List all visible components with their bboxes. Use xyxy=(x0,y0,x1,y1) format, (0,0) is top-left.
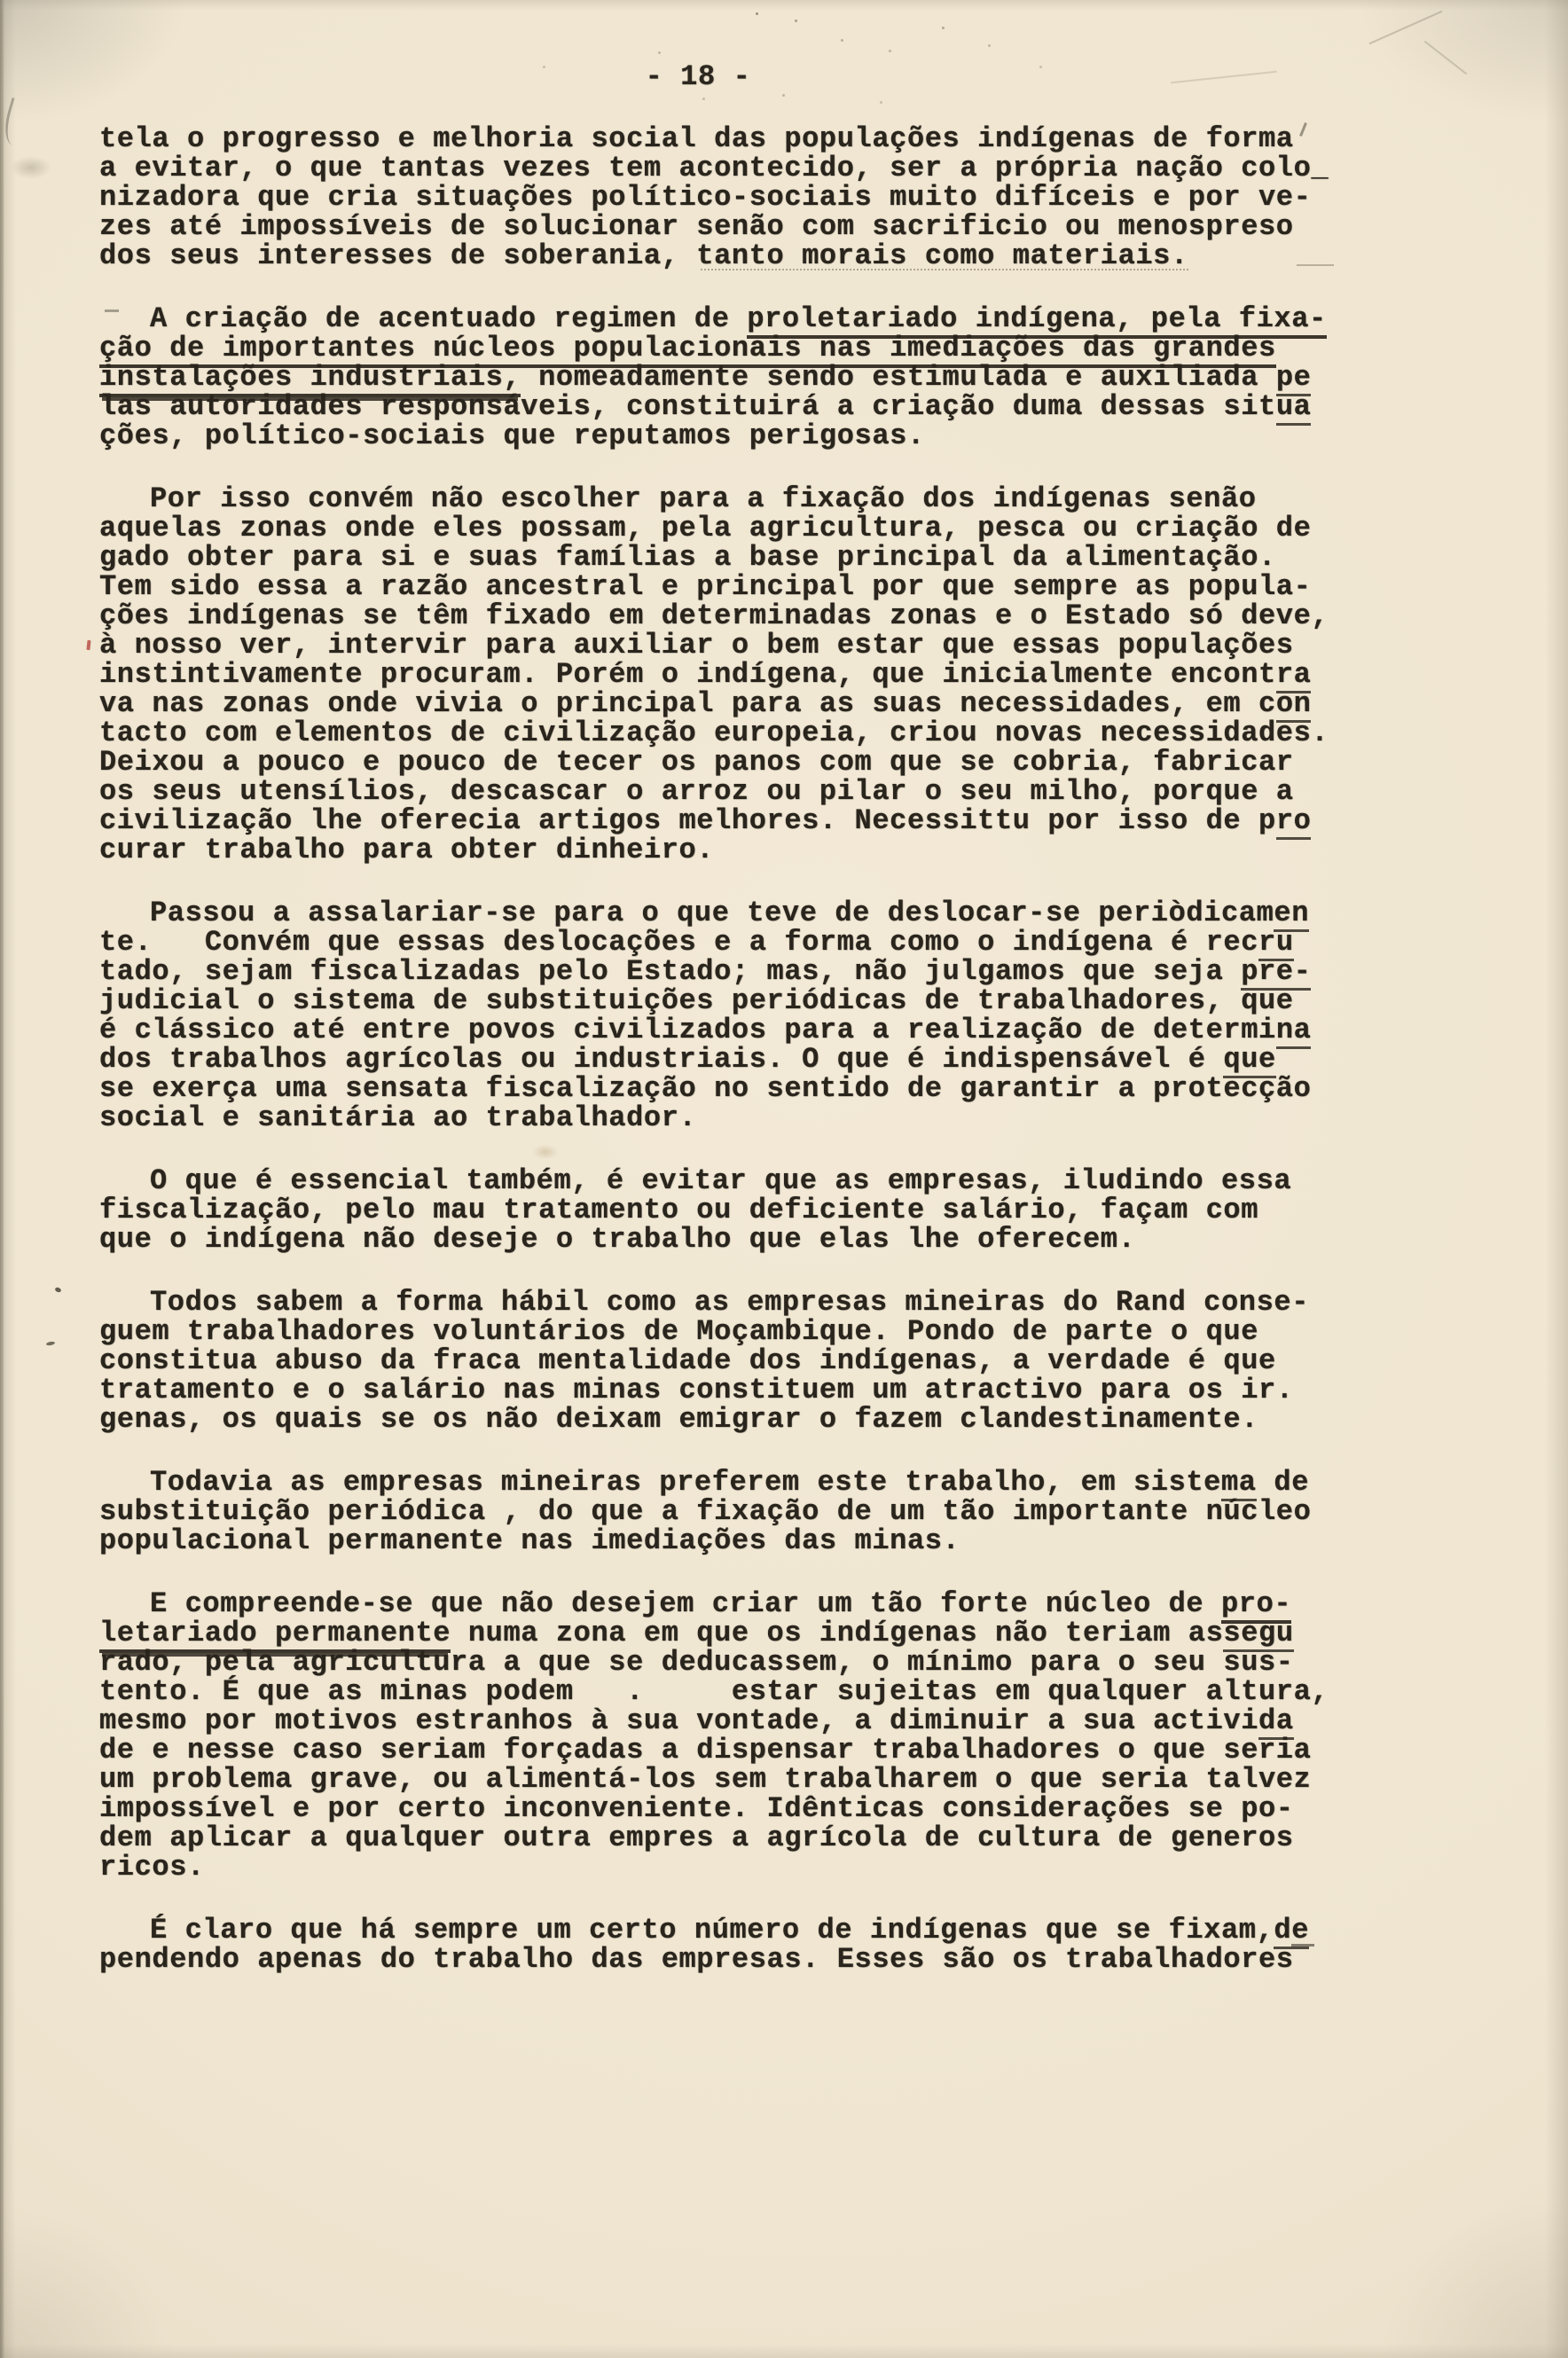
text-line xyxy=(99,1166,1430,1195)
text-line xyxy=(99,1526,1430,1555)
underlined-text: en xyxy=(1274,897,1309,932)
paragraph xyxy=(99,1468,1430,1555)
text-segment: rado, pela agricultura a que se deducassem, o mínimo para o seu sus- xyxy=(99,1646,1294,1679)
underlined-text: pe xyxy=(1276,361,1312,396)
text-line xyxy=(99,631,1430,660)
ink-speck xyxy=(46,1341,56,1346)
scan-edge xyxy=(0,0,4,2358)
text-segment: aquelas zonas onde eles possam, pela agricultura, pesca ou criação de xyxy=(99,512,1312,544)
text-line xyxy=(99,1015,1430,1045)
text-line xyxy=(99,1765,1430,1794)
text-line xyxy=(99,484,1430,513)
paragraph xyxy=(99,304,1430,450)
text-line xyxy=(99,1589,1430,1618)
text-segment: genas, os quais se os não deixam emigrar o fazem clandestinamente. xyxy=(99,1403,1259,1436)
text-segment: A criação de acentuado regimen de xyxy=(150,302,748,335)
underlined-text: ua xyxy=(1276,390,1312,426)
text-segment: Tem sido essa a razão ancestral e principal por que sempre as popula- xyxy=(99,570,1312,603)
text-line xyxy=(99,1405,1430,1434)
text-line xyxy=(99,1677,1430,1706)
paragraph xyxy=(99,484,1430,865)
underlined-text: pre- xyxy=(1241,955,1311,991)
text-segment: se exerça uma sensata fiscalização no sentido de garantir a protecção xyxy=(99,1072,1312,1105)
paragraph xyxy=(99,898,1430,1132)
text-segment: um problema grave, ou alimentá-los sem trabalharem o que seria talvez xyxy=(99,1763,1312,1796)
text-segment: de xyxy=(1256,1466,1310,1499)
text-segment: Todos sabem a forma hábil como as empresas mineiras do Rand conse- xyxy=(150,1286,1310,1319)
text-segment: é clássico até entre povos civilizados para a realização de determi xyxy=(99,1014,1276,1046)
underlined-text: ma xyxy=(1221,1466,1257,1501)
underlined-text: na xyxy=(1276,1014,1312,1049)
text-segment: curar trabalho para obter dinheiro. xyxy=(99,834,715,866)
text-segment: nizadora que cria situações político-sociais muito difíceis e por ve- xyxy=(99,181,1312,214)
text-line xyxy=(99,1288,1430,1317)
text-line xyxy=(99,543,1430,572)
text-segment: Passou a assalariar-se para o que teve de deslocar-se periòdicam xyxy=(150,897,1274,929)
text-line xyxy=(99,333,1430,363)
text-line xyxy=(99,1794,1430,1823)
text-line xyxy=(99,1468,1430,1497)
underlined-text: letariado permanente xyxy=(99,1617,451,1653)
text-segment: judicial o sistema de substituições periódicas de trabalhadores, que xyxy=(99,984,1294,1017)
text-segment: ções indígenas se têm fixado em determinadas zonas e o Estado só deve, xyxy=(99,599,1329,632)
text-segment: constitua abuso da fraca mentalidade dos indígenas, a verdade é que xyxy=(99,1344,1276,1377)
text-line xyxy=(99,124,1430,153)
paragraph xyxy=(99,1288,1430,1434)
text-segment: Deixou a pouco e pouco de tecer os panos com que se cobria, fabricar xyxy=(99,746,1294,779)
text-line xyxy=(99,1945,1430,1974)
text-line xyxy=(99,898,1430,928)
text-segment: à nosso ver, intervir para auxiliar o bem estar que essas populações xyxy=(99,629,1294,662)
text-segment: tela o progresso e melhoria social das populações indígenas de forma xyxy=(99,122,1294,155)
text-line xyxy=(99,572,1430,601)
text-segment: te. Convém que essas deslocações e a forma como o indígena é rec xyxy=(99,926,1259,959)
ink-specks xyxy=(756,12,758,15)
text-line xyxy=(99,718,1430,748)
underlined-text: proletariado indígena, pela fixa- xyxy=(747,302,1327,339)
underlined-text: ru xyxy=(1258,926,1294,961)
text-line xyxy=(99,957,1430,986)
text-line xyxy=(99,1853,1430,1882)
paragraph xyxy=(99,1915,1430,1974)
text-line xyxy=(99,153,1430,183)
text-line xyxy=(99,660,1430,689)
text-line xyxy=(99,1823,1430,1853)
text-segment: Por isso convém não escolher para a fixação dos indígenas senão xyxy=(150,482,1257,515)
text-line xyxy=(99,1915,1430,1945)
underlined-text: pro- xyxy=(1221,1587,1291,1624)
underlined-text: instalações industriais, xyxy=(99,361,521,397)
text-line xyxy=(99,183,1430,212)
text-line xyxy=(99,601,1430,631)
text-segment: tacto com elementos de civilização europeia, criou novas necessidades. xyxy=(99,717,1329,749)
page-number: - 18 - xyxy=(645,60,751,93)
text-segment: va nas zonas onde vivia o principal para as suas necessidades, em c xyxy=(99,687,1276,720)
paragraph xyxy=(99,1166,1430,1254)
text-segment: pendendo apenas do trabalho das empresas. Esses são os trabalhadores xyxy=(99,1943,1294,1976)
text-line xyxy=(99,1618,1430,1648)
text-line xyxy=(99,928,1430,957)
text-segment: impossível e por certo inconveniente. Idênticas considerações se po- xyxy=(99,1792,1294,1825)
text-line xyxy=(99,304,1430,333)
text-segment: gado obter para si e suas famílias a base principal da alimentação. xyxy=(99,541,1276,574)
text-line xyxy=(99,1074,1430,1103)
text-line xyxy=(99,1735,1430,1765)
pencil-mark xyxy=(1424,41,1468,75)
text-line xyxy=(99,1045,1430,1074)
text-line xyxy=(99,421,1430,450)
text-line xyxy=(99,689,1430,718)
text-line xyxy=(99,212,1430,241)
text-segment: que o indígena não deseje o trabalho que elas lhe oferecem. xyxy=(99,1223,1136,1256)
text-segment: social e sanitária ao trabalhador. xyxy=(99,1101,697,1134)
smudge-mark xyxy=(11,156,51,179)
text-segment: a evitar, o que tantas vezes tem acontecido, ser a própria nação colo_ xyxy=(99,152,1329,184)
text-line xyxy=(99,513,1430,543)
text-line xyxy=(99,777,1430,806)
text-line xyxy=(99,1706,1430,1735)
text-segment: zes até impossíveis de solucionar senão com sacrificio ou menospreso xyxy=(99,210,1294,243)
text-segment: nomeadamente sendo estimulada e auxiliada xyxy=(521,361,1276,394)
underlined-text: on xyxy=(1276,687,1312,723)
paragraph xyxy=(99,1589,1430,1882)
ink-speck xyxy=(54,1287,61,1293)
text-segment: E compreende-se que não desejem criar um tão forte núcleo de xyxy=(150,1587,1221,1620)
text-segment: civilização lhe oferecia artigos melhores. Necessittu por isso de p xyxy=(99,804,1276,837)
underlined-text: ção de importantes núcleos populacionais nas imediações das grandes xyxy=(99,332,1276,368)
text-segment: fiscalização, pelo mau tratamento ou deficiente salário, façam com xyxy=(99,1194,1259,1226)
text-line xyxy=(99,392,1430,421)
text-line xyxy=(99,1195,1430,1225)
text-line xyxy=(99,1103,1430,1132)
text-segment: os seus utensílios, descascar o arroz ou pilar o seu milho, porque a xyxy=(99,775,1294,808)
text-segment: substituição periódica , do que a fixação de um tão importante núcleo xyxy=(99,1495,1312,1528)
text-line xyxy=(99,1375,1430,1405)
text-segment: tento. É que as minas podem . estar sujeitas em qualquer altura, xyxy=(99,1675,1329,1708)
text-line xyxy=(99,1346,1430,1375)
text-segment: guem trabalhadores voluntários de Moçambique. Pondo de parte o que xyxy=(99,1315,1259,1348)
paragraph xyxy=(99,124,1430,270)
red-pencil-mark xyxy=(86,640,90,650)
text-segment: numa zona em que os indígenas não teriam as xyxy=(451,1617,1224,1649)
text-line xyxy=(99,1225,1430,1254)
underlined-text: ra xyxy=(1276,658,1312,693)
text-line xyxy=(99,1317,1430,1346)
text-segment: ções, político-sociais que reputamos perigosas. xyxy=(99,419,925,452)
text-line xyxy=(99,986,1430,1015)
text-segment: dos trabalhos agrícolas ou industriais. O que é indispensável é xyxy=(99,1043,1224,1076)
underlined-text: que xyxy=(1223,1043,1275,1078)
text-line xyxy=(99,1648,1430,1677)
text-segment: tado, sejam fiscalizadas pelo Estado; mas, não julgamos que seja xyxy=(99,955,1242,988)
pen-mark xyxy=(0,98,32,147)
pencil-mark xyxy=(1368,11,1442,44)
text-line xyxy=(99,835,1430,865)
text-segment: populacional permanente nas imediações das minas. xyxy=(99,1524,960,1557)
text-segment: dos seus interesses de soberania, tanto morais como materiais. xyxy=(99,239,1188,272)
underlined-text: ro xyxy=(1276,804,1312,840)
text-line xyxy=(99,748,1430,777)
text-line xyxy=(99,1497,1430,1526)
underlined-text: de xyxy=(1274,1914,1309,1949)
typewritten-text xyxy=(99,124,1430,1974)
text-line xyxy=(99,363,1430,392)
text-segment: instintivamente procuram. Porém o indígena, que inicialmente encont xyxy=(99,658,1276,691)
text-line xyxy=(99,241,1430,270)
text-segment: dem aplicar a qualquer outra empres a agrícola de cultura de generos xyxy=(99,1821,1294,1854)
text-segment: Todavia as empresas mineiras preferem este trabalho, em siste xyxy=(150,1466,1221,1499)
underlined-text: da xyxy=(1258,1704,1294,1740)
text-segment: mesmo por motivos estranhos à sua vontade, a diminuir a sua activi xyxy=(99,1704,1259,1737)
text-segment: tratamento e o salário nas minas constituem um atractivo para os ir. xyxy=(99,1374,1294,1406)
text-segment: las autoridades responsáveis, constituirá a criação duma dessas sit xyxy=(99,390,1276,423)
underlined-text: segu xyxy=(1223,1617,1293,1652)
text-segment: ricos. xyxy=(99,1851,205,1884)
text-segment: É claro que há sempre um certo número de indígenas que se fixam, xyxy=(150,1914,1274,1947)
text-line xyxy=(99,806,1430,835)
text-segment: O que é essencial também, é evitar que as empresas, iludindo essa xyxy=(150,1164,1292,1197)
text-segment: de e nesse caso seriam forçadas a dispensar trabalhadores o que seria xyxy=(99,1734,1312,1767)
